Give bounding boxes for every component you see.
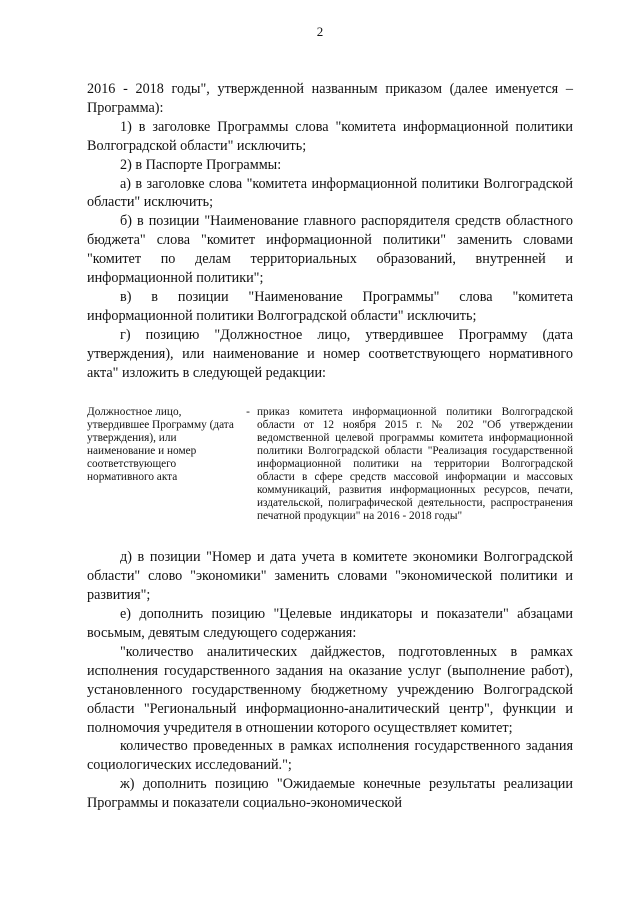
paragraph-item-g: г) позицию "Должностное лицо, утвердившее Программу (дата утверждения), или наименование и номер соответствующего нормативного акта" изложить в следующей редакции:: [87, 326, 573, 381]
position-table-dash: -: [246, 405, 250, 418]
paragraph-item-v: в) в позиции "Наименование Программы" слова "комитета информационной политики Волгоградской области" исключить;: [87, 288, 573, 324]
paragraph-item-1: 1) в заголовке Программы слова "комитета информационной политики Волгоградской области" исключить;: [87, 118, 573, 154]
document-body: [87, 80, 573, 813]
paragraph-item-2: 2) в Паспорте Программы:: [120, 156, 282, 173]
paragraph-item-zh: ж) дополнить позицию "Ожидаемые конечные результаты реализации Программы и показатели социально-экономической: [87, 776, 573, 812]
position-table-label: Должностное лицо, утвердившее Программу (дата утверждения), или наименование и номер соответствующего нормативного акта: [87, 405, 234, 483]
paragraph-item-e: е) дополнить позицию "Целевые индикаторы и показатели" абзацами восьмым, девятым следующего содержания:: [87, 606, 573, 641]
paragraph-item-a: а) в заголовке слова "комитета информационной политики Волгоградской области" исключить;: [87, 175, 573, 211]
position-table: [87, 403, 573, 524]
page-number: 2: [316, 24, 324, 39]
paragraph-intro: 2016 - 2018 годы", утвержденной названным приказом (далее именуется – Программа):: [87, 81, 573, 116]
paragraph-quote-2: количество проведенных в рамках исполнения государственного задания социологических исследований.";: [87, 738, 573, 774]
position-table-value: приказ комитета информационной политики Волгоградской области от 12 ноября 2015 г. № 202 "Об утверждении ведомственной целевой программы комитета информационной политики Волгоградской области "Реализация государственной информационной политики на территории Волгоградской области в сфере средств массовой информации и массовых коммуникаций, развития информационных ресурсов, печати, издательской, полиграфической деятельности, распространения печатной продукции" на 2016 - 2018 годы": [257, 405, 573, 523]
paragraph-item-b: б) в позиции "Наименование главного распорядителя средств областного бюджета" слова "комитет информационной политики" заменить словами "комитет по делам территориальных образований, внутренней и информационной политики";: [87, 213, 573, 287]
paragraph-item-d: д) в позиции "Номер и дата учета в комитете экономики Волгоградской области" слово "экономики" заменить словами "экономической политики и развития";: [87, 549, 573, 604]
paragraph-quote-1: "количество аналитических дайджестов, подготовленных в рамках исполнения государственного задания на оказание услуг (выполнение работ), установленного государственному бюджетному учреждению Волгоградской области "Региональный информационно-аналитический центр", функции и полномочия учредителя в отношении которого осуществляет комитет;: [87, 643, 573, 736]
